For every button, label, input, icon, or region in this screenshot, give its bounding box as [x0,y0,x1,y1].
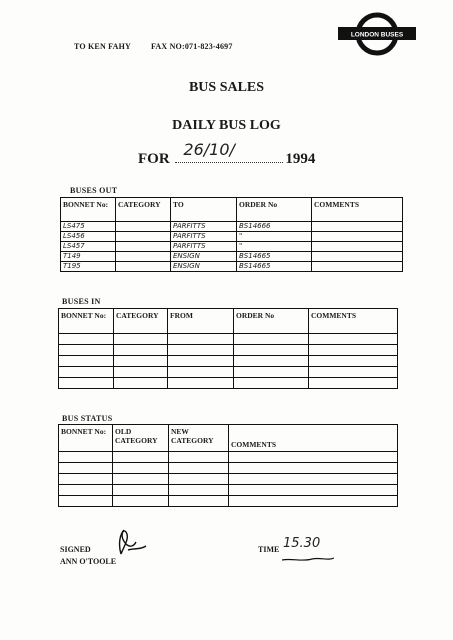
table-cell [234,367,309,378]
table-cell [229,485,398,496]
table-row [59,356,398,367]
table-cell [169,452,229,463]
table-cell [312,232,403,242]
form-title: BUS SALES [188,80,265,95]
table-cell: LS456 [61,232,116,242]
table-cell [309,356,398,367]
col-bonnet: BONNET No: [59,309,114,334]
table-cell [169,485,229,496]
table-cell [168,334,234,345]
col-order-no: ORDER No [234,309,309,334]
table-row [61,232,403,242]
table-cell [169,496,229,507]
date-line [138,140,316,168]
table-cell [168,356,234,367]
table-cell [229,474,398,485]
col-new-category: NEW CATEGORY [169,425,229,452]
table-cell [229,452,398,463]
table-cell: PARFITTS [171,242,237,252]
table-cell [59,452,113,463]
london-buses-logo [336,4,418,64]
table-cell [59,367,114,378]
for-label: FOR [138,151,170,167]
table-row [59,485,398,496]
table-row [59,452,398,463]
table-cell [59,334,114,345]
table-cell: ENSIGN [171,252,237,262]
table-cell [312,262,403,272]
table-cell: LS457 [61,242,116,252]
table-cell: BS14665 [237,252,312,262]
table-cell [113,463,169,474]
table-cell [113,496,169,507]
table-cell [229,463,398,474]
table-row [59,463,398,474]
table-cell [309,334,398,345]
table-row [59,378,398,389]
time-label: TIME [258,545,280,554]
table-cell [59,378,114,389]
table-cell [169,463,229,474]
table-cell [113,452,169,463]
logo-text: LONDON BUSES [350,31,404,39]
year: 1994 [285,151,316,167]
table-cell: ENSIGN [171,262,237,272]
fax-header [74,42,233,51]
table-cell [113,474,169,485]
time-underline [282,556,334,564]
table-cell [312,222,403,232]
buses-out-title: BUSES OUT [70,186,118,195]
table-row [59,345,398,356]
table-cell: T149 [61,252,116,262]
table-cell [113,485,169,496]
table-cell: T195 [61,262,116,272]
table-row [59,334,398,345]
table-cell: " [237,242,312,252]
col-from: FROM [168,309,234,334]
table-row [61,242,403,252]
table-cell [234,378,309,389]
table-row [61,262,403,272]
table-cell [309,367,398,378]
table-cell [116,242,171,252]
table-cell [309,345,398,356]
table-cell [59,345,114,356]
col-comments: COMMENTS [309,309,398,334]
col-category: CATEGORY [116,198,171,222]
table-cell [59,356,114,367]
signer-name: ANN O'TOOLE [60,557,117,566]
table-cell: PARFITTS [171,222,237,232]
table-cell [309,378,398,389]
table-row [61,252,403,262]
col-category: CATEGORY [114,309,168,334]
table-cell: PARFITTS [171,232,237,242]
bus-status-title: BUS STATUS [62,414,113,423]
table-cell [229,496,398,507]
table-cell [114,356,168,367]
recipient: TO KEN FAHY [74,42,131,51]
col-old-category: OLD CATEGORY [113,425,169,452]
buses-out-table [60,197,403,272]
col-to: TO [171,198,237,222]
col-bonnet: BONNET No: [61,198,116,222]
table-cell [59,463,113,474]
table-cell [168,345,234,356]
table-cell [116,222,171,232]
col-comments: COMMENTS [312,198,403,222]
fax-number: FAX NO:071-823-4697 [150,42,233,51]
buses-in-title: BUSES IN [62,297,101,306]
table-cell [234,356,309,367]
col-bonnet: BONNET No: [59,425,113,452]
table-cell: BS14665 [237,262,312,272]
table-cell [234,334,309,345]
buses-in-table [58,308,398,389]
bus-status-table [58,424,398,507]
table-cell [168,367,234,378]
table-cell [59,485,113,496]
table-cell [169,474,229,485]
table-row [59,474,398,485]
table-cell: BS14666 [237,222,312,232]
table-cell [234,345,309,356]
table-cell [312,242,403,252]
table-cell [59,496,113,507]
table-cell [114,334,168,345]
table-row [61,222,403,232]
table-cell [114,367,168,378]
form-subtitle: DAILY BUS LOG [172,118,281,133]
date-field [175,140,283,163]
table-cell [312,252,403,262]
table-cell [116,252,171,262]
table-row [59,496,398,507]
table-cell [59,474,113,485]
handwritten-time: 15.30 [283,536,321,551]
table-cell [116,232,171,242]
table-cell: " [237,232,312,242]
table-cell [168,378,234,389]
signed-label: SIGNED [60,545,91,554]
col-comments: COMMENTS [229,425,398,452]
table-cell [114,345,168,356]
table-row [59,367,398,378]
handwritten-date: 26/10/ [183,140,235,159]
table-cell: LS475 [61,222,116,232]
col-order-no: ORDER No [237,198,312,222]
table-cell [116,262,171,272]
table-cell [114,378,168,389]
